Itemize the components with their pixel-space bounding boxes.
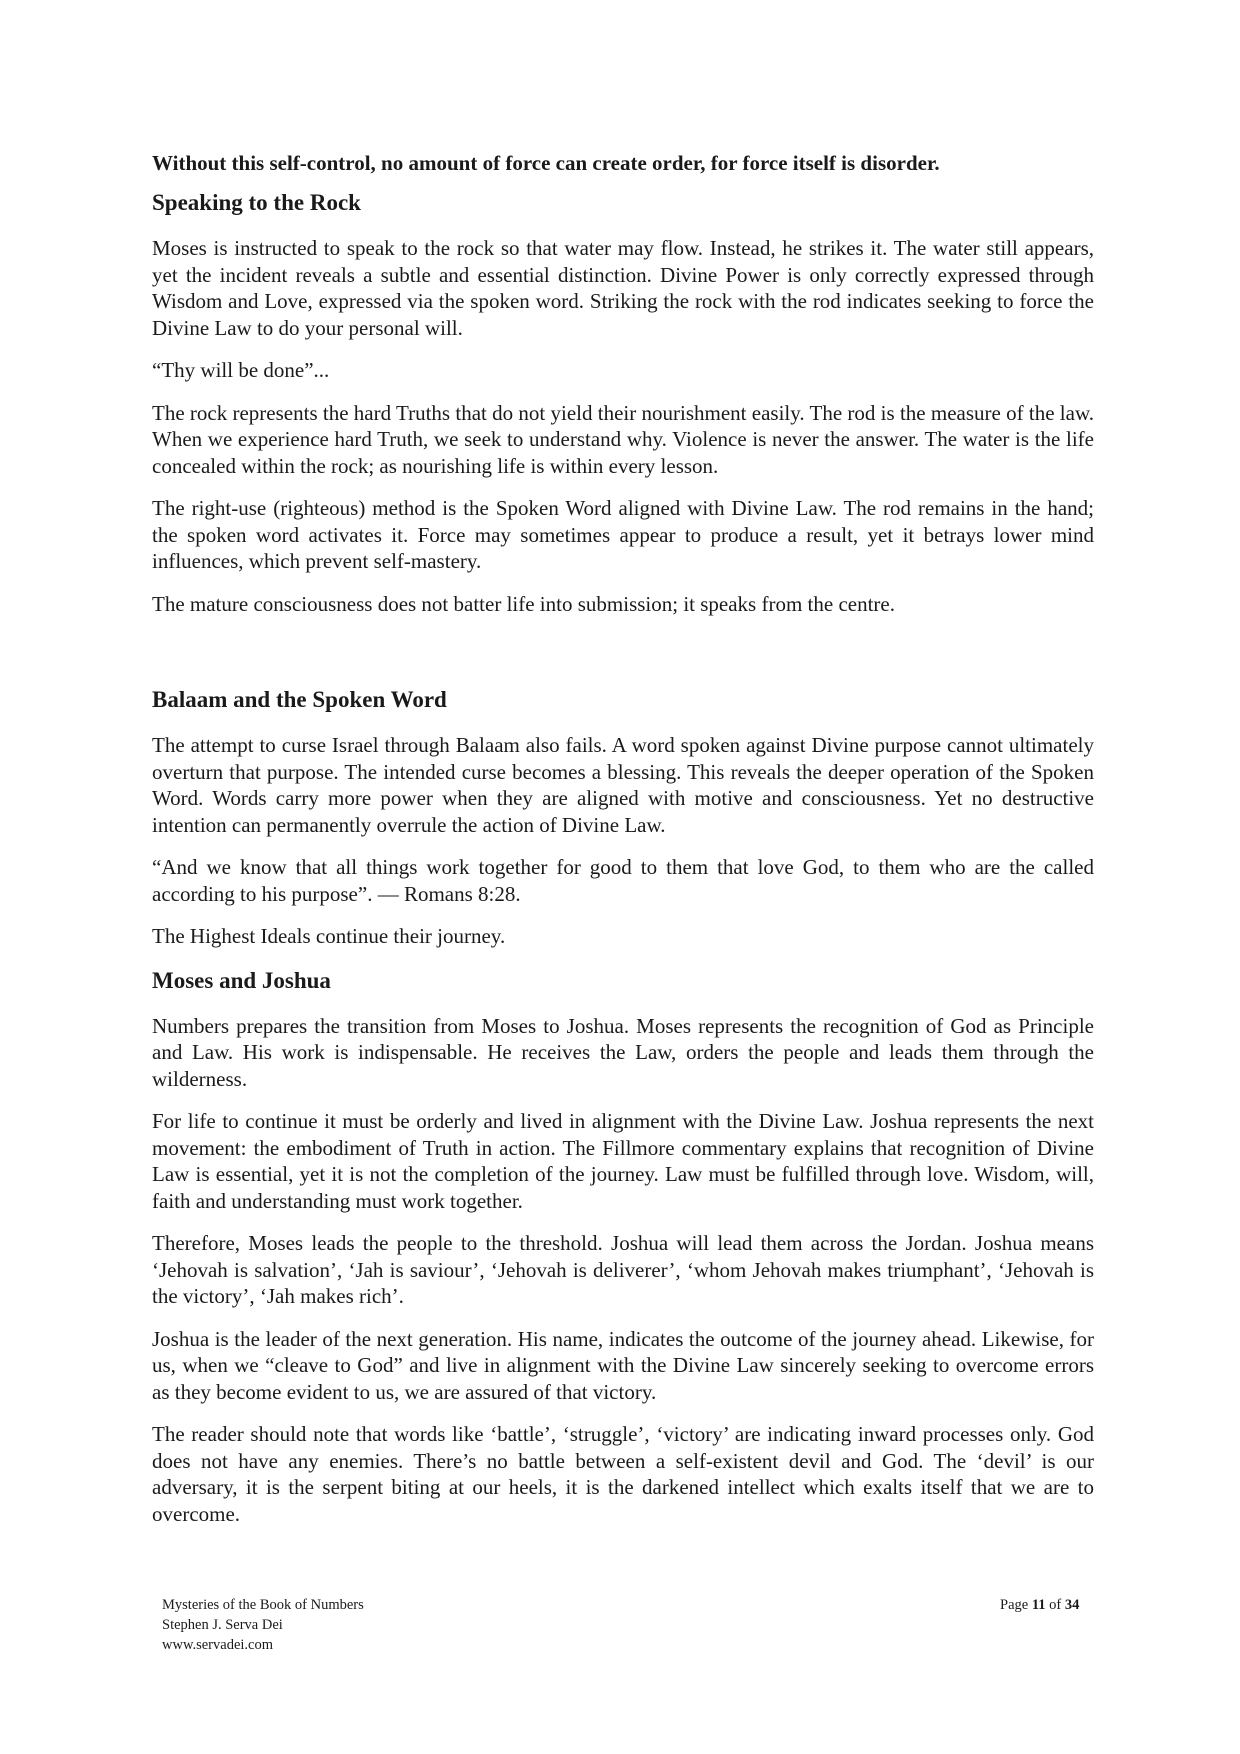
paragraph: Joshua is the leader of the next generation. His name, indicates the outcome of the journey ahead. Likewise, for us, when we “cleave to God” and live in alignment with the Divine Law sincerely seeking to overcome errors as they become evident to us, we are assured of that victory. — [152, 1326, 1094, 1404]
footer-title: Mysteries of the Book of Numbers — [162, 1597, 364, 1613]
paragraph: The Highest Ideals continue their journey. — [152, 924, 506, 948]
footer-info — [162, 1595, 364, 1655]
paragraph: “Thy will be done”... — [152, 358, 330, 382]
paragraph: The reader should note that words like ‘battle’, ‘struggle’, ‘victory’ are indicating inward processes only. God does not have any enemies. There’s no battle between a self-existent devil and God. The ‘devil’ is our adversary, it is the serpent biting at our heels, it is the darkened intellect which exalts itself that we are to overcome. — [152, 1422, 1094, 1526]
paragraph: For life to continue it must be orderly and lived in alignment with the Divine Law. Joshua represents the next movement: the embodiment of Truth in action. The Fillmore commentary explains that recognition of Divine Law is essential, yet it is not the completion of the journey. Law must be fulfilled through love. Wisdom, will, faith and understanding must work together. — [152, 1109, 1094, 1213]
section-heading-balaam: Balaam and the Spoken Word — [152, 687, 447, 712]
lead-sentence: Without this self-control, no amount of force can create order, for force itself is disorder. — [152, 151, 940, 175]
page-of: of — [1049, 1597, 1062, 1613]
paragraph: The attempt to curse Israel through Balaam also fails. A word spoken against Divine purpose cannot ultimately overturn that purpose. The intended curse becomes a blessing. This reveals the deeper operation of the Spoken Word. Words carry more power when they are aligned with motive and consciousness. Yet no destructive intention can permanently overrule the action of Divine Law. — [152, 733, 1094, 837]
paragraph: The mature consciousness does not batter life into submission; it speaks from the centre. — [152, 591, 895, 616]
paragraph: Therefore, Moses leads the people to the threshold. Joshua will lead them across the Jordan. Joshua means ‘Jehovah is salvation’, ‘Jah is saviour’, ‘Jehovah is deliverer’, ‘whom Jehovah makes triumphant’, ‘Jehovah is the victory’, ‘Jah makes rich’. — [152, 1231, 1094, 1308]
page-total: 34 — [1064, 1597, 1080, 1613]
paragraph: The rock represents the hard Truths that do not yield their nourishment easily. The rod is the measure of the law. When we experience hard Truth, we seek to understand why. Violence is never the answer. The water is the life concealed within the rock; as nourishing life is within every lesson. — [152, 400, 1094, 478]
page-content — [152, 148, 1094, 1543]
section-spacer — [152, 633, 1094, 685]
page-number — [1000, 1595, 1079, 1615]
page-prefix: Page — [1000, 1597, 1029, 1613]
footer-website: www.servadei.com — [162, 1637, 273, 1653]
page-current: 11 — [1031, 1597, 1046, 1613]
footer-author: Stephen J. Serva Dei — [162, 1617, 283, 1633]
paragraph: “And we know that all things work together for good to them that love God, to them who are the called according to his purpose”. — Romans 8:28. — [152, 855, 1094, 906]
section-heading-speaking-to-the-rock: Speaking to the Rock — [152, 190, 361, 215]
paragraph: The right-use (righteous) method is the Spoken Word aligned with Divine Law. The rod remains in the hand; the spoken word activates it. Force may sometimes appear to produce a result, yet it betrays lower mind influences, which prevent self-mastery. — [152, 496, 1094, 573]
section-heading-moses-and-joshua: Moses and Joshua — [152, 967, 331, 993]
paragraph: Moses is instructed to speak to the rock so that water may flow. Instead, he strikes it. The water still appears, yet the incident reveals a subtle and essential distinction. Divine Power is only correctly expressed through Wisdom and Love, expressed via the spoken word. Striking the rock with the rod indicates seeking to force the Divine Law to do your personal will. — [152, 236, 1094, 340]
paragraph: Numbers prepares the transition from Moses to Joshua. Moses represents the recognition of God as Principle and Law. His work is indispensable. He receives the Law, orders the people and leads them through the wilderness. — [152, 1013, 1094, 1091]
